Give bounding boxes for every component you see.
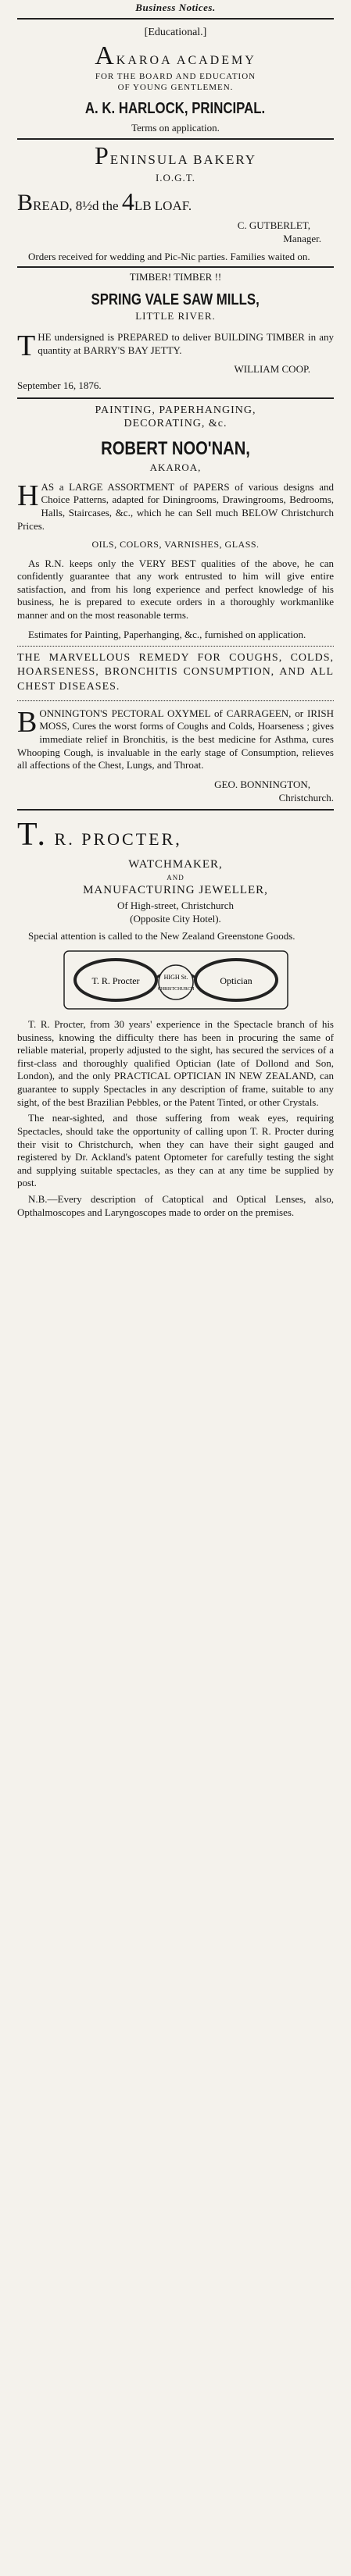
divider <box>17 18 334 20</box>
spectacles-logo <box>63 950 289 1010</box>
spectacles-illustration <box>63 950 289 1010</box>
procter-special: Special attention is called to the New Zealand Greenstone Goods. <box>28 930 295 942</box>
mills-place: LITTLE RIVER. <box>135 310 216 322</box>
academy-line-2: OF YOUNG GENTLEMEN. <box>117 82 234 92</box>
procter-ad <box>17 818 334 1219</box>
procter-and: AND <box>167 874 184 882</box>
logo-left-text: T. R. Procter <box>91 974 140 986</box>
timber-signature: WILLIAM COOP. <box>234 363 310 376</box>
bread-price: BREAD, 8½d the 4LB LOAF. <box>17 187 192 216</box>
remedy-body: BONNINGTON'S PECTORAL OXYMEL of CARRAGEEN, or IRISH MOSS, Cures the worst forms of Coughs and Colds, Hoarseness ; gives immediate relief in Bronchitis, is the best medicine for Asthma, cures Whooping Cough, is invaluable in the early stage of Consumption, relieves all affections of the Chest, Lungs, and Throat. <box>17 705 334 771</box>
divider <box>17 138 334 140</box>
logo-bottom-text: CHRISTCHURCH <box>157 986 194 992</box>
bakery-title <box>17 143 334 169</box>
painter-body: HAS a LARGE ASSORTMENT of PAPERS of various designs and Choice Patterns, adapted for Diningrooms, Drawingrooms, Bedrooms, Halls, Staircases, &c., which he can Sell much BELOW Christchurch Prices. <box>17 479 334 532</box>
divider <box>17 646 334 647</box>
procter-para-1: T. R. Procter, from 30 years' experience in the Spectacle branch of his business, knowing the difficulty there has been in procuring the same of reliable material, properly adjusted to the sight, has secured the services of a first-class and thoroughly qualified Optician (late of Dollond and Son, London), and the only PRACTICAL OPTICIAN IN NEW ZEALAND, can guarantee to supply Spectacles in any description of frame, suitable to any sight, of the best Brazilian Pebbles, or the Patent Tinted, or other Crystals. <box>17 1017 334 1108</box>
academy-line-1: FOR THE BOARD AND EDUCATION <box>95 71 256 81</box>
timber-heading: TIMBER! TIMBER !! <box>129 271 222 283</box>
bonnington-ad <box>17 651 334 804</box>
akaroa-academy-ad <box>17 23 334 135</box>
procter-trade-1: WATCHMAKER, <box>128 858 223 871</box>
manager-title: Manager. <box>283 232 321 244</box>
painter-estimates: Estimates for Painting, Paperhanging, &c., furnished on application. <box>28 628 306 640</box>
title-initial: P <box>94 141 110 169</box>
procter-name: T. R. PROCTER, <box>17 817 182 853</box>
procter-para-2: The near-sighted, and those suffering from weak eyes, requiring Spectacles, should take the opportunity of calling upon T. R. Procter during their visit to Christchurch, when they can have their sight gauged and registered by Dr. Ackland's patent Optometer for carefully testing the sight and supplying suitable spectacles, as they can at any time be supplied by post. <box>17 1112 334 1189</box>
divider <box>17 700 334 701</box>
category-tag: [Educational.] <box>144 26 207 38</box>
procter-trade-2: MANUFACTURING JEWELLER, <box>83 883 268 896</box>
title-rest: ENINSULA BAKERY <box>109 151 257 167</box>
timber-date: September 16, 1876. <box>17 379 102 391</box>
manager-name: C. GUTBERLET, <box>237 219 310 232</box>
timber-body: THE undersigned is PREPARED to deliver BUILDING TIMBER in any quantity at BARRY'S BAY JETTY. <box>17 330 334 362</box>
services-line-2: DECORATING, &c. <box>124 418 227 430</box>
painter-oils: OILS, COLORS, VARNISHES, GLASS. <box>91 539 260 550</box>
remedy-headline: THE MARVELLOUS REMEDY FOR COUGHS, COLDS, HOARSENESS, BRONCHITIS CONSUMPTION, AND ALL CHEST DISEASES. <box>17 652 334 693</box>
painter-name: ROBERT NOO'NAN, <box>101 438 250 460</box>
remedy-town: Christchurch. <box>278 791 334 803</box>
terms: Terms on application. <box>131 122 220 134</box>
procter-para-3: N.B.—Every description of Catoptical and Optical Lenses, also, Opthalmoscopes and Laryngoscopes made to order on the premises. <box>17 1193 334 1218</box>
painter-place: AKAROA, <box>149 461 202 474</box>
principal-name: A. K. HARLOCK, PRINCIPAL. <box>85 99 266 117</box>
column-header: Business Notices. <box>135 2 216 13</box>
divider <box>17 397 334 399</box>
timber-ad <box>17 271 334 392</box>
bakery-orders: Orders received for wedding and Pic-Nic parties. Families waited on. <box>28 250 310 262</box>
procter-street: Of High-street, Christchurch <box>116 900 235 912</box>
procter-opposite: (Opposite City Hotel). <box>130 912 221 925</box>
mills-name: SPRING VALE SAW MILLS, <box>91 290 260 308</box>
peninsula-bakery-ad <box>17 143 334 263</box>
noonan-ad <box>17 404 334 642</box>
academy-title <box>17 43 334 69</box>
divider <box>17 266 334 268</box>
logo-top-text: HIGH St. <box>163 973 188 981</box>
iogt: I.O.G.T. <box>155 171 196 183</box>
divider <box>17 809 334 811</box>
logo-right-text: Optician <box>219 974 253 986</box>
title-rest: KAROA ACADEMY <box>116 53 256 67</box>
remedy-signature: GEO. BONNINGTON, <box>214 778 310 790</box>
title-initial: A <box>95 41 116 70</box>
services-line-1: PAINTING, PAPERHANGING, <box>95 404 256 416</box>
painter-para-2: As R.N. keeps only the VERY BEST qualities of the above, he can confidently guarantee that any work entrusted to him will give entire satisfaction, and from his long experience and perfect knowledge of his business, he is prepared to execute orders in a thoroughly workmanlike manner and on the most reasonable terms. <box>17 557 334 622</box>
